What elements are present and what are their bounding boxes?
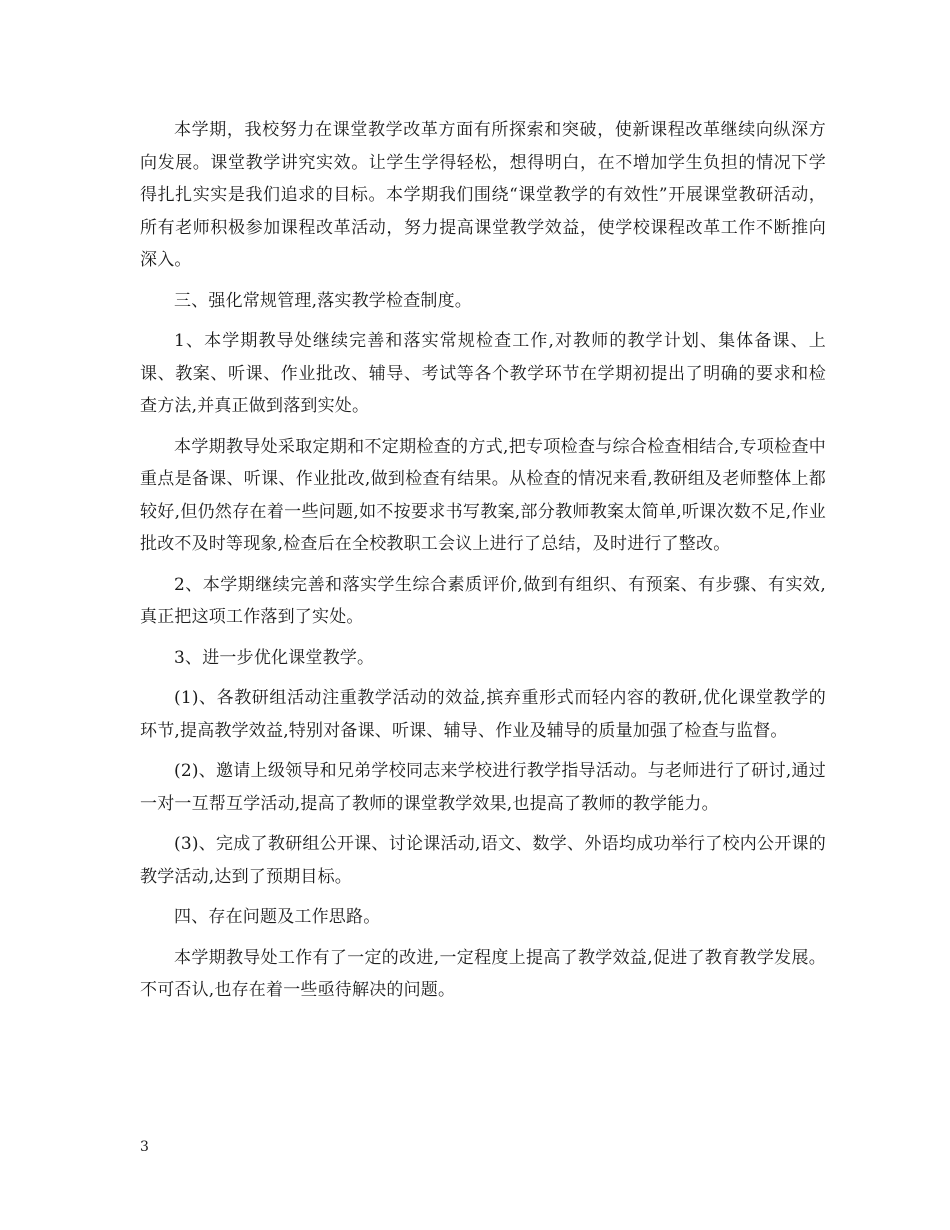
paragraph-item-3: 3、进一步优化课堂教学。 bbox=[174, 647, 375, 668]
page-number: 3 bbox=[140, 1139, 149, 1155]
paragraph-intro: 本学期，我校努力在课堂教学改革方面有所探索和突破，使新课程改革继续向纵深方向发展。课堂教学讲究实效。让学生学得轻松，想得明白，在不增加学生负担的情况下学得扎扎实实是我们追求的目标。本学期我们围绕“课堂教学的有效性”开展课堂教研活动，所有老师积极参加课程改革活动，努力提高课堂教学效益，使学校课程改革工作不断推向深入。 bbox=[140, 120, 826, 270]
section-heading-3: 三、强化常规管理,落实教学检查制度。 bbox=[174, 290, 473, 311]
section-heading-4: 四、存在问题及工作思路。 bbox=[174, 907, 381, 927]
paragraph-inspection: 本学期教导处采取定期和不定期检查的方式,把专项检查与综合检查相结合,专项检查中重点是备课、听课、作业批改,做到检查有结果。从检查的情况来看,教研组及老师整体上都较好,但仍然存在着一些问题,如不按要求书写教案,部分教师教案太简单,听课次数不足,作业批改不及时等现象,检查后在全校教职工会议上进行了总结，及时进行了整改。 bbox=[140, 436, 826, 554]
paragraph-subitem-3: (3)、完成了教研组公开课、讨论课活动,语文、数学、外语均成功举行了校内公开课的教学活动,达到了预期目标。 bbox=[140, 834, 826, 887]
paragraph-subitem-2: (2)、邀请上级领导和兄弟学校同志来学校进行教学指导活动。与老师进行了研讨,通过一对一互帮互学活动,提高了教师的课堂教学效果,也提高了教师的教学能力。 bbox=[140, 761, 826, 814]
document-body bbox=[140, 114, 826, 1015]
paragraph-subitem-1: (1)、各教研组活动注重教学活动的效益,摈弃重形式而轻内容的教研,优化课堂教学的环节,提高教学效益,特别对备课、听课、辅导、作业及辅导的质量加强了检查与监督。 bbox=[140, 688, 826, 741]
paragraph-conclusion: 本学期教导处工作有了一定的改进,一定程度上提高了教学效益,促进了教育教学发展。不可否认,也存在着一些亟待解决的问题。 bbox=[140, 947, 826, 1000]
paragraph-item-1: 1、本学期教导处继续完善和落实常规检查工作,对教师的教学计划、集体备课、上课、教案、听课、作业批改、辅导、考试等各个教学环节在学期初提出了明确的要求和检查方法,并真正做到落到实处。 bbox=[140, 331, 826, 416]
paragraph-item-2: 2、本学期继续完善和落实学生综合素质评价,做到有组织、有预案、有步骤、有实效,真正把这项工作落到了实处。 bbox=[140, 574, 826, 627]
